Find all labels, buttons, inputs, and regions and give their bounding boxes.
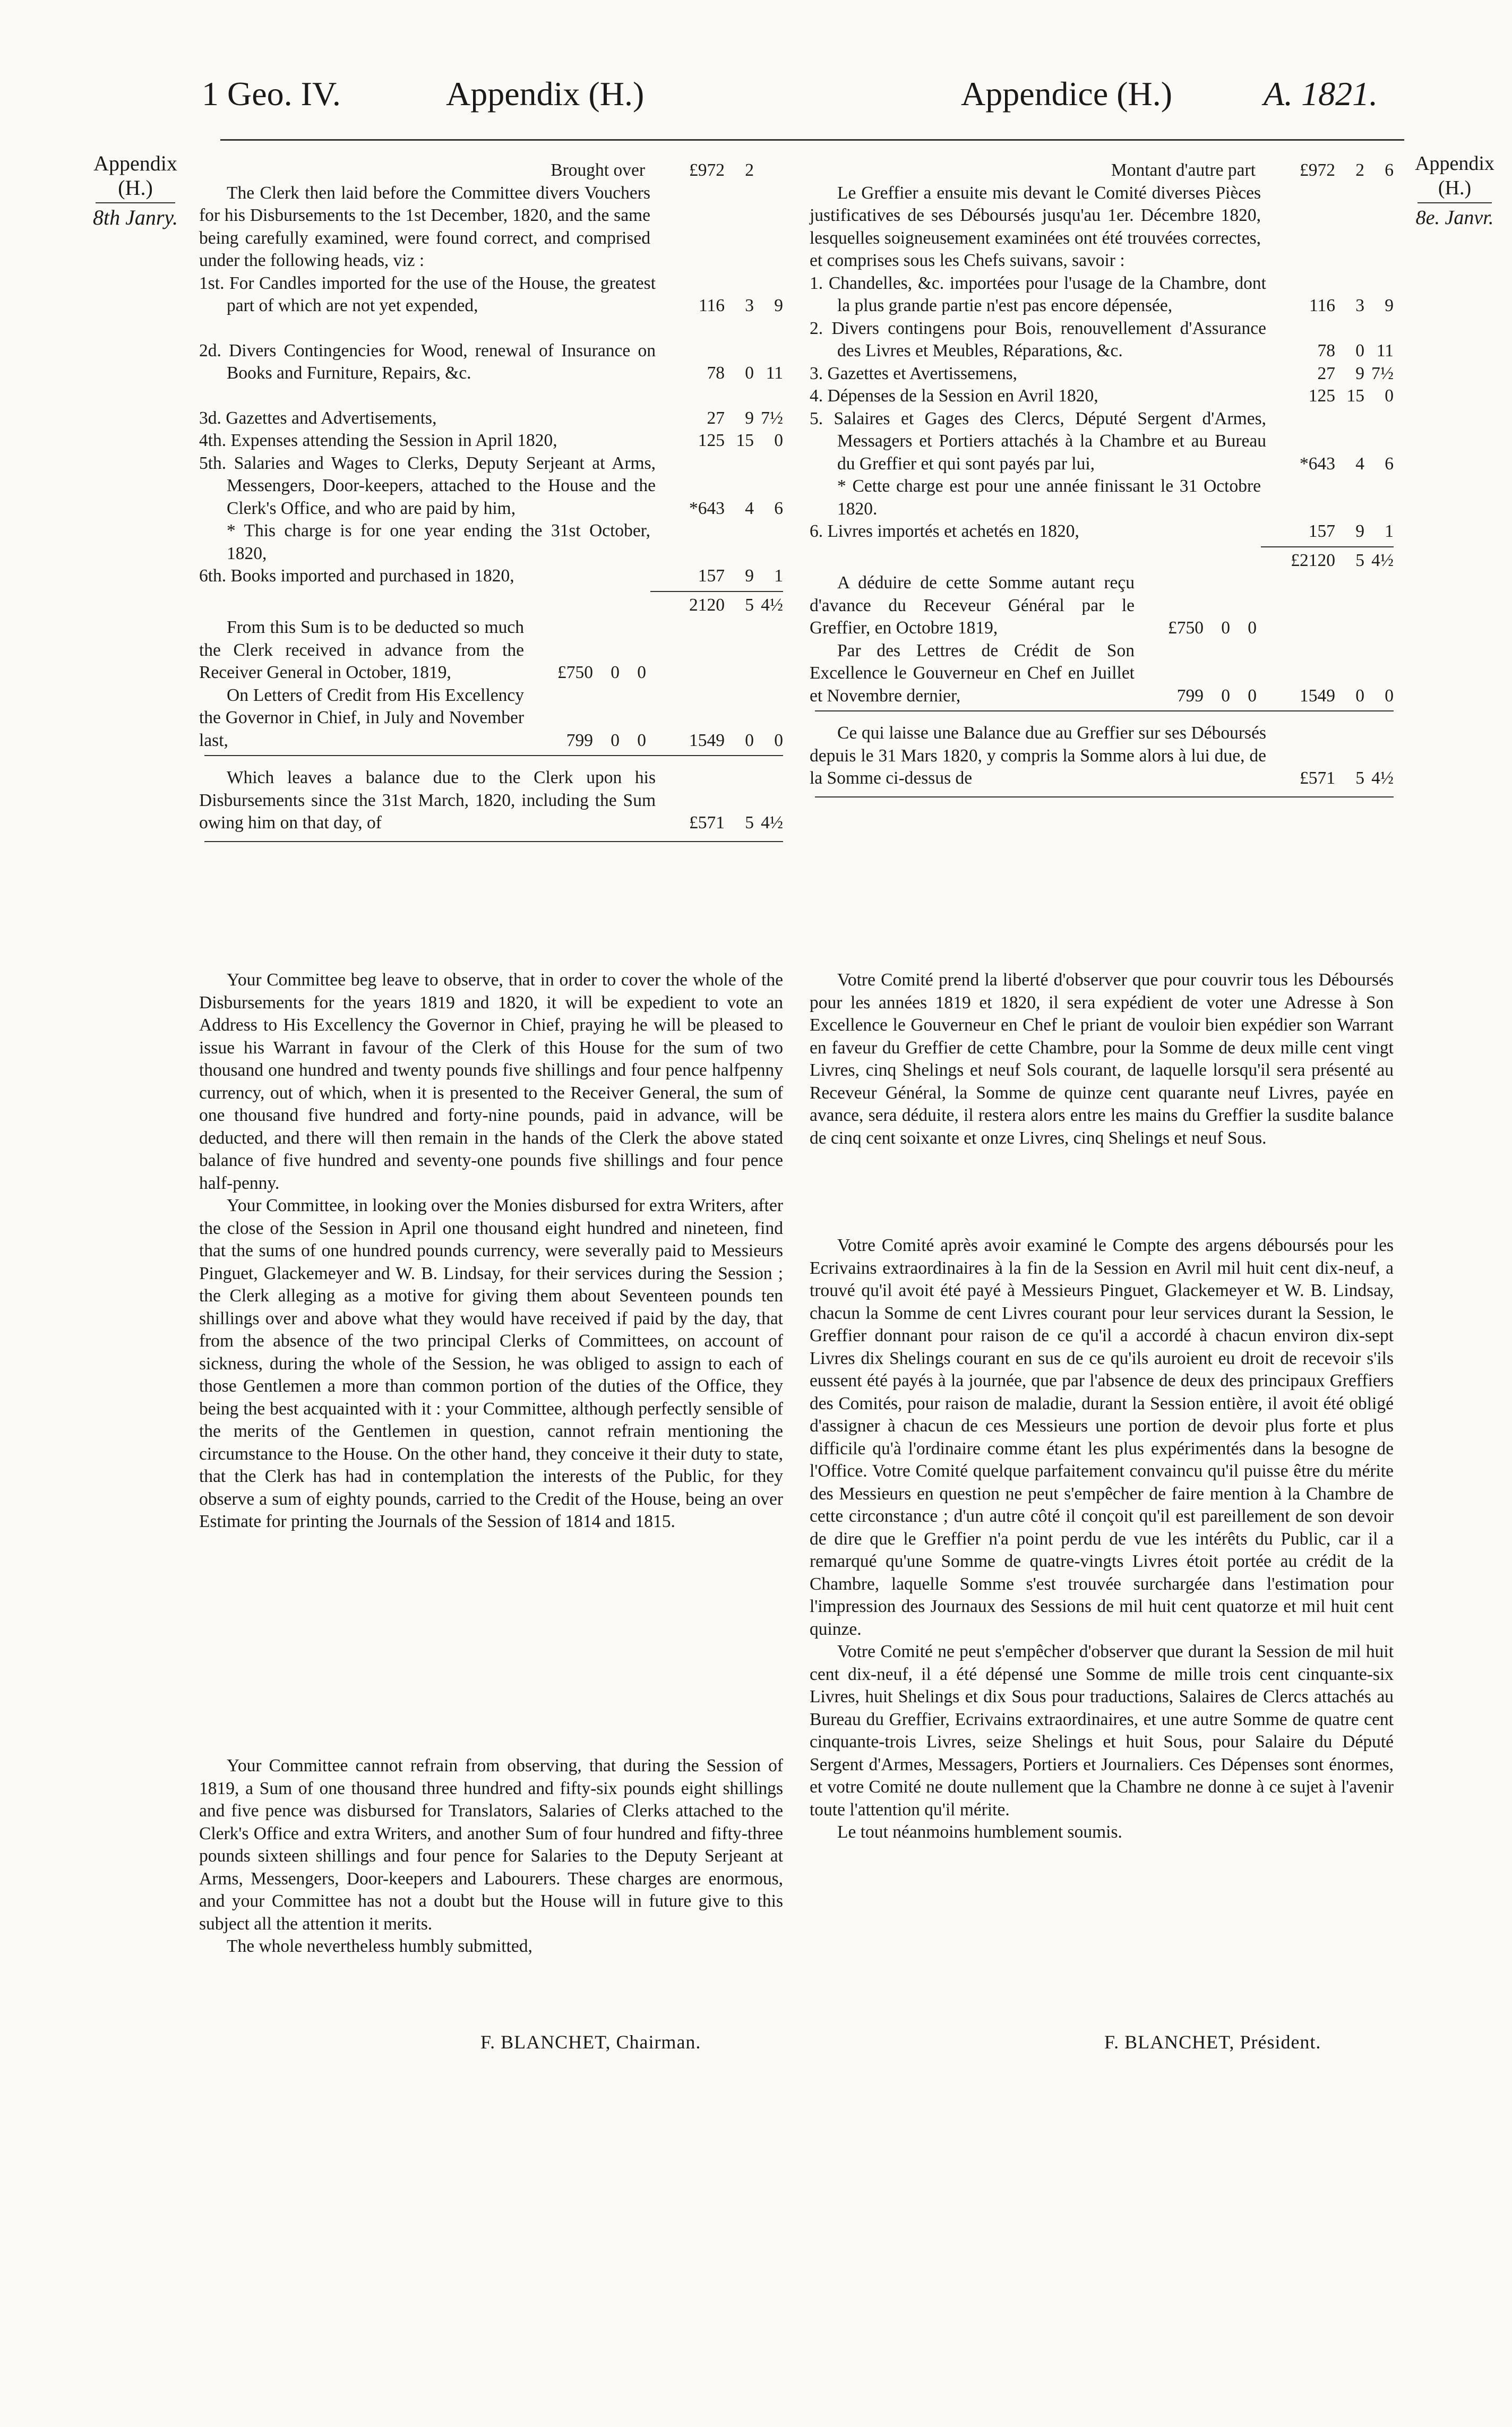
amount-pounds: *643 [689, 498, 725, 518]
amount-pounds: 27 [707, 408, 725, 428]
amount-shillings: 5 [745, 595, 754, 615]
amount-pence: 0 [637, 730, 646, 750]
paragraph-address: Your Committee beg leave to observe, that in order to cover the whole of the Disbursements for the years 1819 and 1820, it will be expedient to vote an Address to His Excellency the Governor in Chief, praying he will be pleased to issue his Warrant in favour of the Clerk of this House for the sum of two thousand one hundred and twenty pounds five shillings and four pence halfpenny currency, out of which, when it is presented to the Receiver General, the sum of one thousand five hundred and forty-nine pounds, paid in advance, will be deducted, and there will then remain in the hands of the Clerk the above stated balance of five hundred and seventy-one pounds five shillings and four pence half-penny. [199, 970, 783, 1193]
account-item [810, 408, 1394, 476]
amount-pounds: £571 [689, 813, 725, 833]
item-text: 1st. For Candles imported for the use of the House, the greatest part of which are not yet expended, [199, 273, 656, 315]
account-item [810, 318, 1394, 363]
sum-rule [815, 710, 1394, 711]
item-text: 5th. Salaries and Wages to Clerks, Deputy Serjeant at Arms, Messengers, Door-keepers, attached to the House and the Clerk's Office, and who are paid by him, [199, 453, 656, 518]
amount-pounds: 1549 [689, 730, 725, 750]
item-text: 4. Dépenses de la Session en Avril 1820, [810, 386, 1098, 406]
letters-text: On Letters of Credit from His Excellency the Governor in Chief, in July and November last, [199, 685, 524, 750]
item-text: 2. Divers contingens pour Bois, renouvellement d'Assurance des Livres et Meubles, Réparations, &c. [810, 318, 1266, 361]
amount-pounds: 799 [1176, 685, 1204, 706]
amount-shillings: 9 [1355, 363, 1364, 383]
paragraph-address: Votre Comité prend la liberté d'observer que pour couvrir tous les Déboursés pour les années 1819 et 1820, il sera expédient de voter une Adresse à Son Excellence le Gouverneur en Chef le priant de vouloir bien expédier son Warrant en faveur du Greffier de cette Chambre, pour la Somme de deux mille cent vingt Livres, cinq Shelings et neuf Sols courant, de laquelle lorsqu'il sera présenté au Receveur Général, la Somme de quinze cent quarante neuf Livres, payée en avance, sera déduite, il restera alors entre les mains du Greffier la susdite balance de cinq cent soixante et onze Livres, cinq Shelings et neuf Sous. [810, 970, 1394, 1148]
paragraph-writers: Votre Comité après avoir examiné le Compte des argens déboursés pour les Ecrivains extraordinaires à la fin de la Session en Avril mil huit cent dix-neuf, a trouvé qu'il avoit été payé à Messieurs Pinguet, Glackemeyer et W. B. Lindsay, chacun la Somme de cent Livres courant pour leur services durant la Session, le Greffier donnant pour raison de ce qu'il a accordé à chacun environ dix-sept Livres dix Shelings courant en sus de ce qu'ils auroient eu droit de recevoir s'ils eussent été payés à la journée, que par l'absence de deux des principaux Greffiers des Comités, pour raison de maladie, durant la Session entière, il avoit été obligé d'assigner à chacun de ces Messieurs une portion de devoir plus forte et plus difficile qu'à l'ordinaire comme étant les plus expérimentés dans la besogne de l'Office. Votre Comité quelque parfaitement convaincu qu'il puisse être du mérite des Messieurs en question ne peut s'empêcher de faire mention à la Chambre de cette circonstance ; d'un autre côté il conçoit qu'il est pareillement de son devoir de dire que le Greffier n'a point perdu de vue les intérêts du Public, car il a remarqué qu'une Somme de quatre-vingts Livres étoit portée au crédit de la Chambre, laquelle Somme s'est trouvée surchargée dans l'estimation pour l'impression des Journaux des Sessions de mil huit cent quatorze et mil huit cent quinze. [810, 1236, 1394, 1639]
amount-pence: 1 [1385, 521, 1394, 541]
amount-shillings: 0 [745, 730, 754, 750]
account-item [810, 385, 1394, 408]
account-item [199, 452, 783, 520]
item-text: 5. Salaires et Gages des Clercs, Député Sergent d'Armes, Messagers et Portiers attachés à la Chambre et au Bureau du Greffier et qui sont payés par lui, [810, 408, 1266, 474]
amount-pounds: *643 [1300, 453, 1335, 474]
amount-pence: 9 [774, 296, 783, 315]
account-item [810, 363, 1394, 385]
amount-shillings: 15 [1346, 386, 1364, 406]
closing-line: The whole nevertheless humbly submitted, [227, 1936, 532, 1956]
deduction-row [199, 684, 783, 752]
amount-shillings: 0 [611, 730, 620, 750]
item-text: 3d. Gazettes and Advertisements, [199, 408, 437, 428]
amount-shillings: 5 [1355, 768, 1364, 788]
closing-line: Le tout néanmoins humblement soumis. [837, 1822, 1122, 1842]
page-title-english: Appendix (H.) [446, 75, 645, 113]
signature-french: F. BLANCHET, Président. [1104, 2031, 1321, 2053]
brought-over-label: Montant d'autre part [1111, 160, 1256, 180]
item-text: 6. Livres importés et achetés en 1820, [810, 521, 1079, 541]
amount-pence: 11 [1376, 341, 1394, 361]
amount-pence: 7½ [761, 408, 783, 428]
paragraph-charges: Votre Comité ne peut s'empêcher d'observer que durant la Session de mil huit cent dix-neuf, il a été dépensé une Somme de mille trois cent cinquante-six Livres, huit Shelings et dix Sous pour traductions, Salaires de Clercs attachés au Bureau du Greffier, Ecrivains extraordinaires, et une autre Somme de quatre cent cinquante-trois Livres, seize Shelings et huit Sous, pour Salaire du Député Sergent d'Armes, Messagers, Portiers et Journaliers. Ces Dépenses sont énormes, et votre Comité ne doute nullement que la Chambre ne donne à ce sujet à l'avenir toute l'attention qu'il mérite. [810, 1642, 1394, 1820]
amount-shillings: 0 [1221, 618, 1230, 638]
amount-shillings: 3 [745, 296, 754, 315]
amount-pounds: 157 [698, 566, 725, 586]
amount-pence: 4½ [761, 595, 783, 615]
amount-pence: 6 [1385, 160, 1394, 180]
account-item [810, 272, 1394, 318]
amount-pounds: 2120 [689, 595, 725, 615]
margin-section-label: (H.) [1438, 177, 1472, 199]
margin-appendix-label: Appendix [1415, 152, 1494, 175]
amount-pence: 9 [1385, 296, 1394, 315]
amount-shillings: 9 [745, 408, 754, 428]
letters-text: Par des Lettres de Crédit de Son Excellence le Gouverneur en Chef en Juillet et Novembre dernier, [810, 640, 1135, 706]
amount-pounds: 157 [1308, 521, 1335, 541]
amount-pence [754, 159, 783, 182]
sum-rule [650, 591, 783, 592]
amount-shillings: 2 [745, 160, 754, 180]
paragraph-writers: Your Committee, in looking over the Monies disbursed for extra Writers, after the close of the Session in April one thousand eight hundred and nineteen, find that the sums of one hundred pounds currency, were severally paid to Messieurs Pinguet, Glackemeyer and W. B. Lindsay, for their services during the Session ; the Clerk alleging as a motive for giving them about Seventeen pounds ten shillings over and above what they would have received if paid by the day, that from the absence of the two principal Clerks of Committees, on account of sickness, during the whole of the Session, he was obliged to assign to each of those Gentlemen a more than common portion of the duties of the Office, they being the best acquainted with it : your Committee, although perfectly sensible of the merits of the Gentlemen in question, cannot refrain mentioning the circumstance to the House. On the other hand, they conceive it their duty to state, that the Clerk has had in contemplation the interests of the Public, for they observe a sum of eighty pounds, carried to the Credit of the House, being an over Estimate for printing the Journals of the Session of 1814 and 1815. [199, 1196, 783, 1531]
account-intro: The Clerk then laid before the Committee divers Vouchers for his Disbursements to the 1st December, 1820, and the same being carefully examined, were found correct, and comprised under the following heads, viz : [199, 183, 650, 270]
section-rule [204, 841, 783, 842]
year-label: A. 1821. [1264, 75, 1378, 113]
item-footnote: * This charge is for one year ending the 31st October, 1820, [227, 521, 650, 563]
account-item [199, 272, 783, 318]
amount-shillings: 4 [745, 498, 754, 518]
balance-text: Which leaves a balance due to the Clerk upon his Disbursements since the 31st March, 1820, including the Sum owing him on that day, of [199, 768, 656, 833]
account-item [199, 430, 783, 452]
item-footnote: * Cette charge est pour une année finissant le 31 Octobre 1820. [837, 476, 1261, 519]
amount-shillings: 15 [736, 431, 754, 450]
paragraph-charges: Your Committee cannot refrain from observing, that during the Session of 1819, a Sum of one thousand three hundred and fifty-six pounds eight shillings and five pence was disbursed for Translators, Salaries of Clerks attached to the Clerk's Office and extra Writers, and another Sum of four hundred and fifty-three pounds sixteen shillings and four pence for Salaries to the Deputy Serjeant at Arms, Messengers, Door-keepers and Labourers. These charges are enormous, and your Committee has not a doubt but the House will in future give to this subject all the attention it merits. [199, 1756, 783, 1934]
margin-date: 8e. Janvr. [1415, 207, 1494, 229]
amount-pounds: 125 [1308, 386, 1335, 406]
amount-pounds: 78 [707, 363, 725, 383]
sum-rule [204, 755, 783, 756]
margin-appendix-label: Appendix [93, 151, 177, 175]
deduction-row [810, 640, 1394, 708]
section-rule [815, 796, 1394, 797]
amount-pence: 1 [774, 566, 783, 586]
amount-shillings: 4 [1355, 453, 1364, 474]
amount-shillings: 0 [1221, 685, 1230, 706]
french-body [810, 969, 1394, 1150]
item-text: 1. Chandelles, &c. importées pour l'usage de la Chambre, dont la plus grande partie n'est pas encore dépensée, [810, 273, 1266, 315]
account-total-row [199, 594, 783, 617]
amount-shillings: 9 [1355, 521, 1364, 541]
amount-shillings: 0 [1355, 341, 1364, 361]
amount-pence: 4½ [1371, 550, 1394, 570]
margin-date: 8th Janry. [93, 205, 178, 229]
amount-pounds: 116 [1309, 296, 1335, 315]
account-total-row [810, 550, 1394, 572]
amount-pence: 7½ [1371, 363, 1394, 383]
amount-shillings: 5 [745, 813, 754, 833]
margin-note-right [1402, 151, 1508, 230]
deduction-row [199, 616, 783, 684]
amount-pounds: 78 [1317, 341, 1335, 361]
amount-pence: 0 [637, 663, 646, 682]
amount-pounds: £750 [557, 663, 593, 682]
margin-note-left [80, 151, 191, 230]
deduction-text: From this Sum is to be deducted so much the Clerk received in advance from the Receiver General in October, 1819, [199, 618, 524, 682]
account-item [199, 407, 783, 430]
amount-pence: 0 [1385, 685, 1394, 706]
brought-over-label: Brought over [551, 160, 645, 180]
amount-pence: 6 [774, 498, 783, 518]
margin-rule [1418, 202, 1492, 203]
brought-over-row [810, 159, 1394, 182]
margin-rule [96, 202, 175, 203]
signature-english: F. BLANCHET, Chairman. [480, 2031, 701, 2053]
item-text: 6th. Books imported and purchased in 1820, [199, 566, 514, 586]
amount-shillings: 5 [1355, 550, 1364, 570]
page-title-french: Appendice (H.) [961, 75, 1173, 113]
amount-shillings: 0 [611, 663, 620, 682]
english-account [199, 159, 783, 844]
account-item [199, 565, 783, 588]
amount-pence: 11 [766, 363, 783, 383]
amount-pounds: £750 [1168, 618, 1204, 638]
amount-pence: 6 [1385, 453, 1394, 474]
amount-pounds: 1549 [1300, 685, 1335, 706]
amount-pounds: £2120 [1291, 550, 1335, 570]
item-text: 4th. Expenses attending the Session in April 1820, [199, 431, 557, 450]
amount-pounds: 27 [1317, 363, 1335, 383]
amount-pence: 0 [1385, 386, 1394, 406]
account-item [810, 520, 1394, 543]
item-text: 2d. Divers Contingencies for Wood, renewal of Insurance on Books and Furniture, Repairs, &c. [199, 340, 656, 383]
amount-pounds: 116 [698, 296, 725, 315]
deduction-text: A déduire de cette Somme autant reçu d'avance du Receveur Général par le Greffier, en Octobre 1819, [810, 573, 1135, 638]
amount-pence: 4½ [1371, 768, 1394, 788]
amount-shillings: 0 [1355, 685, 1364, 706]
account-intro: Le Greffier a ensuite mis devant le Comité diverses Pièces justificatives de ses Déboursés jusqu'au 1er. Décembre 1820, lesquelles soigneusement examinées ont été trouvées correctes, et comprises sous les Chefs suivans, savoir : [810, 183, 1261, 270]
amount-pence: 0 [774, 730, 783, 750]
header-rule [220, 139, 1404, 141]
amount-pence: 4½ [761, 813, 783, 833]
amount-pence: 0 [774, 431, 783, 450]
amount-shillings: 0 [745, 363, 754, 383]
amount-pounds: £972 [1300, 160, 1335, 180]
english-body [199, 969, 783, 1533]
balance-row [199, 767, 783, 835]
french-account [810, 159, 1394, 800]
balance-text: Ce qui laisse une Balance due au Greffier sur ses Déboursés depuis le 31 Mars 1820, y compris la Somme alors à lui due, de la Somme ci-dessus de [810, 723, 1266, 788]
amount-shillings: 3 [1355, 296, 1364, 315]
account-item [199, 340, 783, 385]
margin-section-label: (H.) [118, 176, 153, 200]
english-conclusion [199, 1755, 783, 1958]
item-text: 3. Gazettes et Avertissemens, [810, 363, 1018, 383]
amount-shillings: 2 [1355, 160, 1364, 180]
balance-row [810, 722, 1394, 790]
sum-rule [1261, 546, 1394, 547]
amount-pounds: 125 [698, 431, 725, 450]
french-body-2 [810, 1234, 1394, 1844]
amount-pence: 0 [1248, 685, 1257, 706]
amount-pounds: £972 [689, 160, 725, 180]
brought-over-row [199, 159, 783, 182]
deduction-row [810, 572, 1394, 640]
amount-pounds: £571 [1300, 768, 1335, 788]
amount-shillings: 9 [745, 566, 754, 586]
amount-pounds: 799 [566, 730, 593, 750]
regnal-year: 1 Geo. IV. [202, 75, 341, 113]
amount-pence: 0 [1248, 618, 1257, 638]
